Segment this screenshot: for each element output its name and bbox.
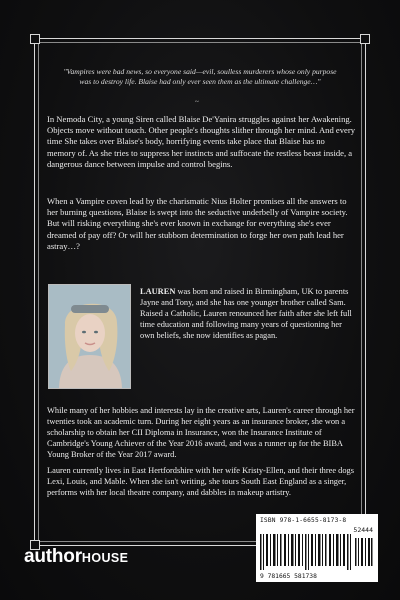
publisher-logo-part-1: author xyxy=(24,546,82,567)
frame-corner-ornament xyxy=(360,34,370,44)
barcode-bars xyxy=(260,534,374,570)
barcode-digits: 9 781665 581738 xyxy=(260,573,317,580)
synopsis-paragraph-2: When a Vampire coven lead by the charismatic Nius Holter promises all the answers to her burning questions, Blaise is swept into the seductive underbelly of Vampire society. But will risking everything she's ever known in exchange for everything she's ever dreamed of pay off? Or will her stubborn determination to forge her own path lead her astray…? xyxy=(47,196,348,251)
author-bio-paragraph-2: While many of her hobbies and interests lay in the creative arts, Lauren's career through her twenties took an academic turn. During her eight years as an insurance broker, she won a scholarship to obtain her CII Diploma in Insurance, won the Insurance Institute of Cambridge's Young Achiever of the Year 2016 award, and was a runner up for the BIBA Young Broker of the Year 2017 award. xyxy=(47,406,355,459)
publisher-logo-part-2: HOUSE xyxy=(81,551,129,565)
price-code: 52444 xyxy=(353,526,373,534)
publisher-logo xyxy=(24,546,128,568)
author-bio-intro: was born and raised in Birmingham, UK to parents Jayne and Tony, and she has one younger brother called Sam. Raised a Catholic, Lauren renounced her faith after she left full time education and following many years of questioning her own beliefs, she now identifies as pagan. xyxy=(140,287,352,340)
author-bio-paragraph-3: Lauren currently lives in East Hertfordshire with her wife Kristy-Ellen, and their three dogs Lexi, Louis, and Mable. When she isn't writing, she tours South East England as a singer, performs with her local theatre company, and dabbles in makeup artistry. xyxy=(47,466,354,497)
isbn-label: ISBN 978-1-6655-8173-8 xyxy=(260,517,347,524)
author-bio-paragraph-1 xyxy=(140,286,354,341)
separator-tilde: ~ xyxy=(195,98,199,106)
synopsis-paragraph-1: In Nemoda City, a young Siren called Blaise De'Yanira struggles against her Awakening. Objects move without touch. Other people's thoughts slither through her mind. And every time She takes over Blaise's body, horrifying events take place that Blaise has no memory of. As she tries to suppress her instincts and suffocate the restless beast inside, a dangerous dance between impulse and control begins. xyxy=(47,114,356,169)
teaser-quote: "Vampires were bad news, so everyone said—evil, soulless murderers whose only purpose was to destroy life. Blaise had only ever seen them as the ultimate challenge…" xyxy=(63,67,337,86)
author-name: LAUREN xyxy=(140,287,176,296)
isbn-barcode xyxy=(256,514,378,582)
author-portrait-illustration xyxy=(49,285,131,389)
frame-corner-ornament xyxy=(30,34,40,44)
author-photo xyxy=(48,284,131,389)
